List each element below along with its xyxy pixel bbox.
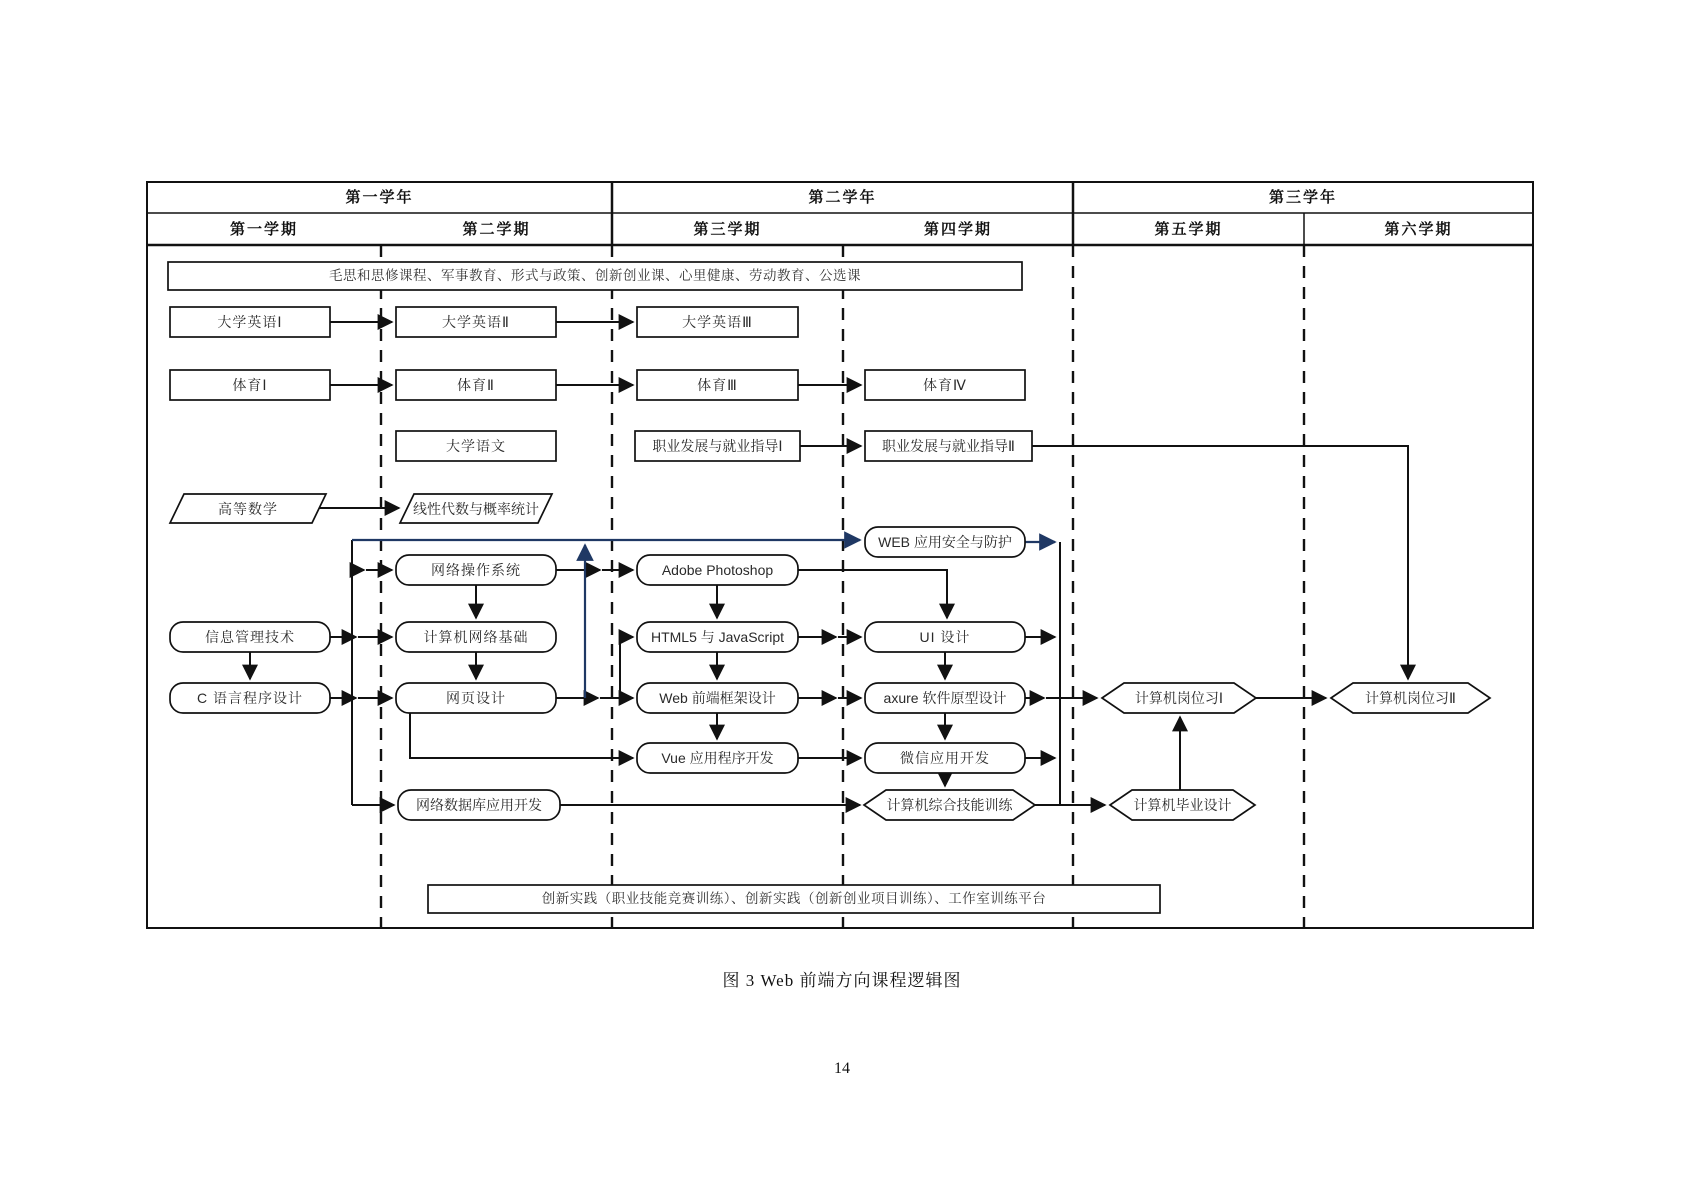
semester-6-header: 第六学期 — [1384, 220, 1453, 238]
node-web-frontend-framework: Web 前端框架设计 — [659, 690, 776, 706]
grid-frame — [147, 182, 1533, 928]
node-pe-1: 体育Ⅰ — [232, 377, 268, 393]
node-college-english-1: 大学英语Ⅰ — [217, 314, 283, 330]
node-college-english-2: 大学英语Ⅱ — [442, 314, 510, 330]
node-college-english-3: 大学英语Ⅲ — [682, 314, 753, 330]
node-web-page-design: 网页设计 — [446, 690, 506, 706]
year-3-header: 第三学年 — [1268, 189, 1337, 206]
semester-4-header: 第四学期 — [923, 220, 992, 238]
node-network-os: 网络操作系统 — [431, 562, 521, 578]
node-advanced-math: 高等数学 — [218, 500, 278, 517]
year-1-header: 第一学年 — [345, 189, 414, 206]
node-pe-3: 体育Ⅲ — [697, 377, 738, 393]
node-internship-2: 计算机岗位习Ⅱ — [1365, 690, 1456, 706]
node-pe-2: 体育Ⅱ — [457, 377, 495, 393]
node-network-database: 网络数据库应用开发 — [416, 797, 542, 813]
node-linear-algebra: 线性代数与概率统计 — [413, 500, 539, 517]
node-info-management: 信息管理技术 — [205, 629, 295, 645]
innovation-practice-band: 创新实践（职业技能竞赛训练）、创新实践（创新创业项目训练）、工作室训练平台 — [541, 891, 1047, 907]
node-vue-development: Vue 应用程序开发 — [661, 750, 774, 766]
node-adobe-photoshop: Adobe Photoshop — [661, 562, 774, 578]
node-internship-1: 计算机岗位习Ⅰ — [1134, 690, 1224, 706]
figure-caption: 图 3 Web 前端方向课程逻辑图 — [722, 971, 962, 990]
node-shapes — [168, 262, 1490, 913]
node-c-language: C 语言程序设计 — [197, 690, 303, 706]
semester-3-header: 第三学期 — [693, 220, 762, 238]
semester-dividers — [381, 245, 1304, 928]
node-career-guidance-1: 职业发展与就业指导Ⅰ — [652, 438, 783, 454]
semester-2-header: 第二学期 — [462, 220, 531, 238]
node-ui-design: UI 设计 — [919, 629, 971, 645]
year-2-header: 第二学年 — [808, 189, 877, 206]
node-axure-prototype: axure 软件原型设计 — [883, 690, 1007, 706]
page-number: 14 — [834, 1060, 850, 1077]
general-courses-band: 毛思和思修课程、军事教育、形式与政策、创新创业课、心里健康、劳动教育、公选课 — [329, 268, 861, 284]
node-computer-network-basics: 计算机网络基础 — [423, 629, 529, 645]
node-college-chinese: 大学语文 — [446, 438, 506, 454]
node-graduation-project: 计算机毕业设计 — [1133, 797, 1232, 813]
node-wechat-development: 微信应用开发 — [900, 750, 990, 766]
semester-1-header: 第一学期 — [229, 220, 298, 238]
semester-5-header: 第五学期 — [1154, 220, 1223, 238]
node-web-security: WEB 应用安全与防护 — [878, 534, 1012, 550]
node-comprehensive-skills-training: 计算机综合技能训练 — [886, 797, 1013, 813]
node-html5-javascript: HTML5 与 JavaScript — [650, 629, 785, 645]
node-pe-4: 体育Ⅳ — [923, 377, 967, 393]
node-career-guidance-2: 职业发展与就业指导Ⅱ — [882, 438, 1015, 454]
